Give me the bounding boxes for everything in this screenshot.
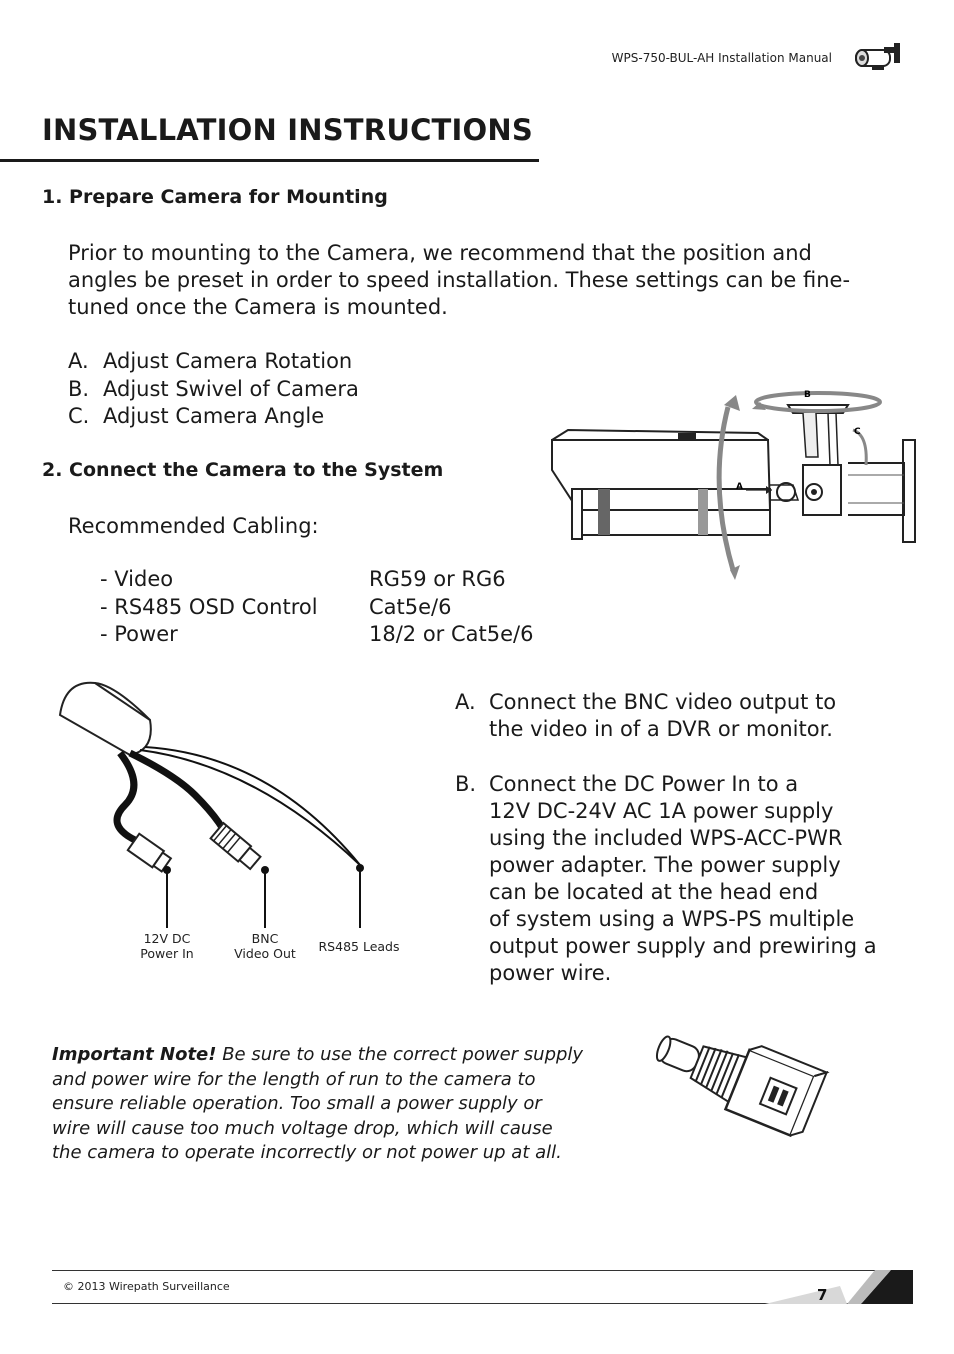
step-text: Adjust Camera Rotation [103,349,353,373]
step-label: C. [68,404,90,428]
cabling-item: - Video [100,567,174,591]
section2-heading: 2. Connect the Camera to the System [42,459,444,481]
camera-adjustment-diagram [548,385,920,580]
section1-heading: 1. Prepare Camera for Mounting [42,186,388,208]
document-title: WPS-750-BUL-AH Installation Manual [611,51,832,65]
section1-steps [68,348,398,433]
label-line: Power In [140,946,194,961]
step-text [489,771,877,987]
note-line: wire will cause too much voltage drop, which will cause [52,1117,553,1139]
page-number: 7 [817,1286,828,1304]
step-line: of system using a WPS-PS multiple [489,907,855,931]
cabling-row-video [100,567,506,591]
section1-intro [68,240,850,321]
step-line: can be located at the head end [489,880,819,904]
cabling-row-rs485 [100,595,452,619]
note-line: Be sure to use the correct power supply [216,1044,584,1065]
diagram-label-c: C [854,427,861,437]
step-line: output power supply and prewiring a [489,934,877,958]
step-label: A. [68,349,89,373]
title-underline [0,159,539,162]
note-line: the camera to operate incorrectly or not power up at all. [52,1142,562,1164]
cabling-item: - Power [100,622,178,646]
intro-line: tuned once the Camera is mounted. [68,295,448,319]
cabling-table [100,567,560,652]
step-line: Connect the BNC video output to [489,690,837,714]
note-line: and power wire for the length of run to the camera to [52,1068,536,1090]
step-label: B. [455,772,477,796]
rs485-leads-label: RS485 Leads [318,939,400,954]
label-line: Video Out [234,946,296,961]
label-line: BNC [251,931,279,946]
page-number-tab [765,1270,913,1304]
wiring-diagram [55,675,385,890]
cabling-title: Recommended Cabling: [68,514,319,538]
power-adapter-illustration [640,1030,840,1170]
page-title: INSTALLATION INSTRUCTIONS [42,113,533,147]
step-label: B. [68,376,90,401]
step-label: A. [455,690,476,714]
intro-line: Prior to mounting to the Camera, we recommend that the position and [68,241,812,265]
cabling-type: Cat5e/6 [369,595,452,619]
power-in-label [125,931,209,961]
cabling-type: RG59 or RG6 [369,567,506,591]
step-line: power adapter. The power supply [489,853,841,877]
copyright: © 2013 Wirepath Surveillance [63,1280,230,1293]
note-lead: Important Note! [52,1044,217,1065]
camera-logo-icon [850,40,910,80]
intro-line: angles be preset in order to speed installation. These settings can be fine- [68,268,851,292]
step-line: using the included WPS-ACC-PWR [489,826,843,850]
important-note [52,1043,632,1166]
step-line: the video in of a DVR or monitor. [489,717,833,741]
step-line: 12V DC-24V AC 1A power supply [489,799,834,823]
cabling-item: - RS485 OSD Control [100,595,318,619]
label-line: 12V DC [143,931,191,946]
step-text: Adjust Camera Angle [103,404,325,428]
note-line: ensure reliable operation. Too small a power supply or [52,1093,542,1115]
step-line: Connect the DC Power In to a [489,772,799,796]
cabling-row-power [100,622,534,646]
diagram-label-b: B [804,390,811,400]
step-line: power wire. [489,961,612,985]
step-text [489,689,836,743]
diagram-label-a: A [736,482,743,492]
bnc-video-out-label [223,931,307,961]
step-text: Adjust Swivel of Camera [103,376,359,401]
cabling-type: 18/2 or Cat5e/6 [369,622,534,646]
